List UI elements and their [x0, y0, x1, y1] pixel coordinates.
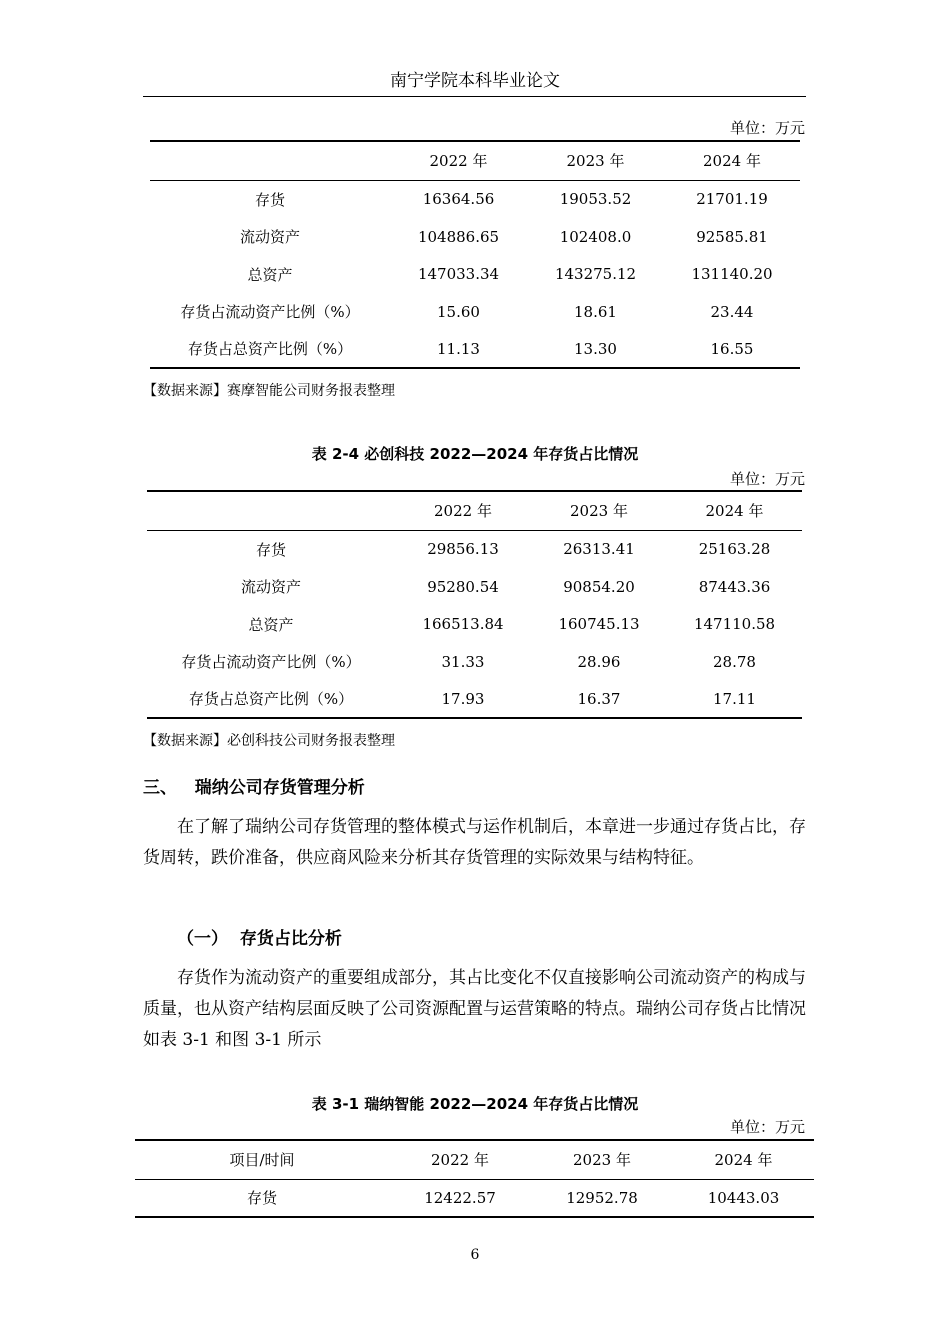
cell-value: 11.13: [390, 330, 527, 368]
table-row: [150, 218, 800, 255]
section-paragraph-1: 在了解了瑞纳公司存货管理的整体模式与运作机制后，本章进一步通过存货占比，存货周转，跌价准备，供应商风险来分析其存货管理的实际效果与结构特征。: [143, 817, 806, 868]
table-row: [135, 1179, 814, 1217]
row-label: 存货占流动资产比例（%）: [180, 303, 360, 321]
row-label: 存货占总资产比例（%）: [150, 330, 390, 368]
table-row: [147, 568, 802, 605]
table-row: [147, 530, 802, 568]
cell-value: 19053.52: [559, 190, 632, 209]
table3-header-row: [135, 1140, 814, 1179]
section-paragraph-2: 存货作为流动资产的重要组成部分，其占比变化不仅直接影响公司流动资产的构成与质量，也从资产结构层面反映了公司资源配置与运营策略的特点。瑞纳公司存货占比情况如表 3-1 和图 3-1 所示: [143, 968, 806, 1050]
table2-caption: 表 2-4 必创科技 2022—2024 年存货占比情况: [311, 445, 639, 463]
cell-value: 17.93: [395, 680, 531, 718]
row-label: 总资产: [247, 265, 293, 284]
cell-value: 92585.81: [696, 227, 768, 246]
table1-header-cell: [150, 141, 390, 180]
table-row: [147, 643, 802, 680]
table-row: [147, 680, 802, 718]
cell-value: 104886.65: [417, 227, 500, 246]
table1-source: 【数据来源】赛摩智能公司财务报表整理: [143, 383, 395, 399]
table1: [150, 140, 800, 369]
table3-header-cell: 2023 年: [531, 1140, 673, 1179]
cell-value: 147033.34: [417, 265, 500, 283]
table3-unit: 单位：万元: [729, 1118, 805, 1136]
cell-value: 15.60: [437, 302, 480, 321]
table-row: [150, 255, 800, 293]
cell-value: 23.44: [710, 302, 754, 321]
header-divider: [143, 96, 806, 97]
cell-value: 12952.78: [531, 1179, 673, 1217]
table3-caption: 表 3-1 瑞纳智能 2022—2024 年存货占比情况: [311, 1095, 639, 1113]
table-row: [150, 330, 800, 368]
cell-value: 26313.41: [563, 540, 635, 559]
table2-header-cell: 2024 年: [667, 491, 802, 530]
table1-header-cell: 2024 年: [664, 141, 800, 180]
row-label: 存货: [135, 1179, 389, 1217]
row-label: 存货占总资产比例（%）: [147, 680, 395, 718]
cell-value: 16364.56: [422, 190, 495, 209]
table3-header-cell: 项目/时间: [135, 1140, 389, 1179]
cell-value: 10443.03: [673, 1179, 814, 1217]
row-label: 存货: [254, 190, 285, 209]
table2: [147, 490, 802, 719]
row-label: 流动资产: [240, 578, 301, 596]
cell-value: 90854.20: [563, 577, 635, 596]
page-number: 6: [470, 1247, 480, 1263]
cell-value: 87443.36: [698, 577, 771, 596]
page-header-title: 南宁学院本科毕业论文: [390, 71, 560, 91]
table2-source: 【数据来源】必创科技公司财务报表整理: [143, 733, 395, 749]
table1-unit: 单位：万元: [729, 119, 805, 137]
section-heading: 三、 瑞纳公司存货管理分析: [143, 778, 365, 798]
cell-value: 16.55: [664, 330, 800, 368]
cell-value: 21701.19: [696, 190, 768, 209]
cell-value: 143275.12: [554, 265, 637, 283]
table2-unit: 单位：万元: [729, 470, 805, 488]
cell-value: 25163.28: [698, 540, 771, 559]
cell-value: 160745.13: [558, 615, 640, 633]
cell-value: 147110.58: [693, 615, 776, 633]
subsection-heading: （一） 存货占比分析: [177, 929, 342, 949]
cell-value: 131140.20: [691, 265, 773, 283]
table-row: [147, 605, 802, 643]
table1-header-cell: 2022 年: [390, 141, 527, 180]
cell-value: 95280.54: [427, 577, 499, 596]
table2-header-cell: 2023 年: [531, 491, 667, 530]
table1-header-cell: 2023 年: [527, 141, 664, 180]
table1-header-row: [150, 141, 800, 180]
cell-value: 12422.57: [389, 1179, 531, 1217]
cell-value: 18.61: [574, 302, 617, 321]
cell-value: 28.96: [577, 652, 621, 671]
table-row: [150, 180, 800, 218]
table2-header-cell: [147, 491, 395, 530]
cell-value: 31.33: [441, 652, 485, 671]
cell-value: 16.37: [531, 680, 667, 718]
cell-value: 13.30: [527, 330, 664, 368]
table3-header-cell: 2022 年: [389, 1140, 531, 1179]
table3-header-cell: 2024 年: [673, 1140, 814, 1179]
cell-value: 166513.84: [422, 615, 504, 633]
cell-value: 102408.0: [559, 227, 632, 246]
cell-value: 29856.13: [427, 540, 499, 559]
row-label: 总资产: [248, 615, 294, 634]
table3: [135, 1139, 814, 1218]
cell-value: 28.78: [713, 652, 756, 671]
row-label: 流动资产: [239, 228, 300, 246]
cell-value: 17.11: [667, 680, 802, 718]
row-label: 存货: [255, 540, 286, 559]
row-label: 存货占流动资产比例（%）: [181, 653, 361, 671]
table2-header-cell: 2022 年: [395, 491, 531, 530]
table2-header-row: [147, 491, 802, 530]
table-row: [150, 293, 800, 330]
